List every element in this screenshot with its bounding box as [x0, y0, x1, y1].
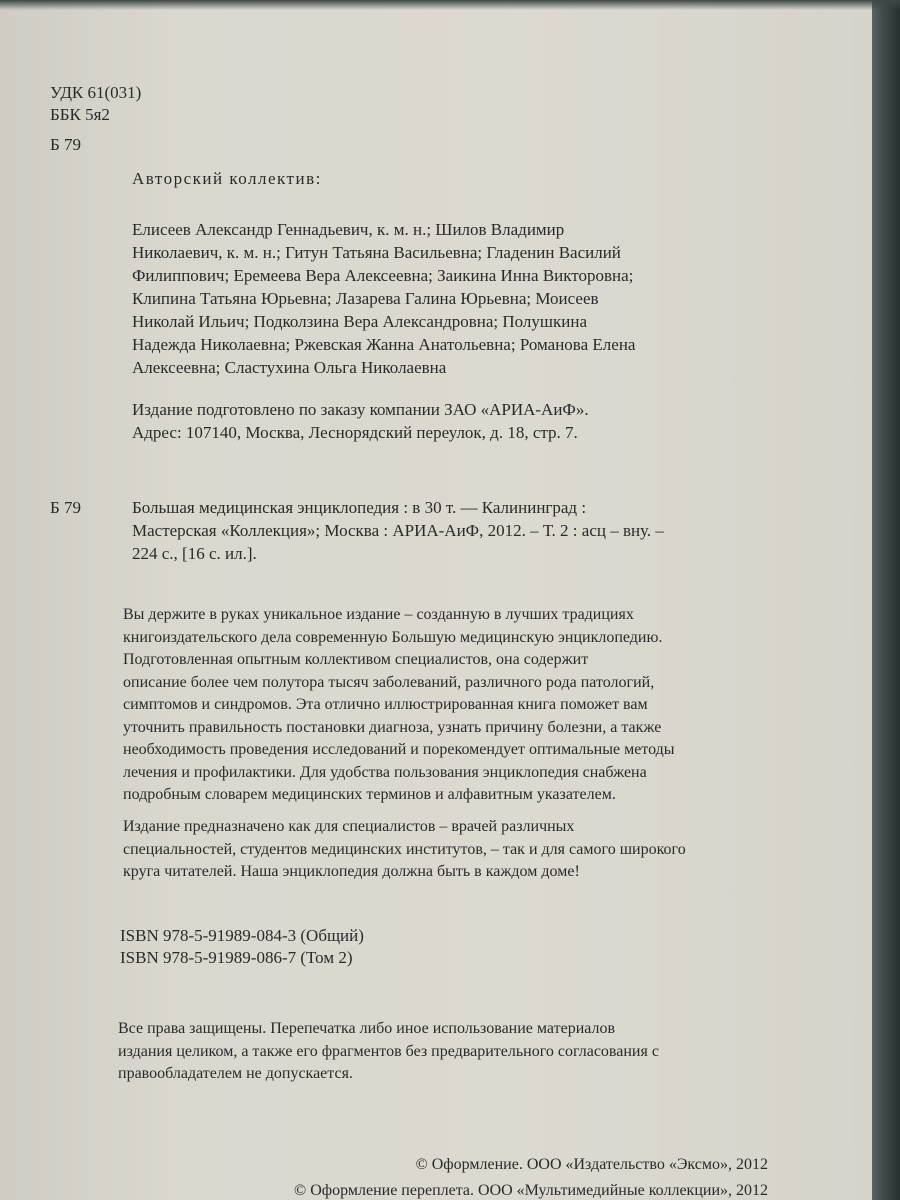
isbn-general: ISBN 978-5-91989-084-3 (Общий) — [120, 926, 364, 945]
authors-line: Елисеев Александр Геннадьевич, к. м. н.; Шилов Владимир — [132, 220, 565, 239]
audience-line: специальностей, студентов медицинских институтов, – так и для самого широкого — [123, 840, 686, 858]
udk-code: УДК 61(031) — [50, 83, 142, 102]
preparation-line: Издание подготовлено по заказу компании ЗАО «АРИА-АиФ». — [132, 400, 589, 419]
description-line: Вы держите в руках уникальное издание – созданную в лучших традициях — [123, 606, 634, 623]
description-line: уточнить правильность постановки диагноза, узнать причину болезни, а также — [123, 718, 662, 736]
description-line: книгоиздательского дела современную Большую медицинскую энциклопедию. — [123, 628, 663, 646]
description-paragraph — [123, 604, 783, 807]
address-line: Адрес: 107140, Москва, Леснорядский переулок, д. 18, стр. 7. — [132, 423, 578, 442]
audience-line: круга читателей. Наша энциклопедия должна быть в каждом доме! — [123, 863, 580, 880]
description-line: Подготовленная опытным коллективом специалистов, она содержит — [123, 651, 589, 668]
authors-line: Филиппович; Еремеева Вера Алексеевна; Заикина Инна Викторовна; — [132, 266, 634, 285]
bibliographic-mark: Б 79 — [50, 498, 82, 517]
credit-line: © Оформление. ООО «Издательство «Эксмо», 2012 — [415, 1156, 768, 1173]
rights-line: правообладателем не допускается. — [118, 1065, 353, 1082]
description-line: необходимость проведения исследований и порекомендует оптимальные методы — [123, 741, 675, 758]
author-mark: Б 79 — [50, 135, 82, 154]
description-line: симптомов и синдромов. Эта отлично иллюстрированная книга поможет вам — [123, 696, 648, 713]
preparation-note — [132, 398, 792, 444]
isbn-volume: ISBN 978-5-91989-086-7 (Том 2) — [120, 948, 353, 967]
bibliographic-line: 224 с., [16 с. ил.]. — [132, 544, 257, 563]
bibliographic-line: Мастерская «Коллекция»; Москва : АРИА-АиФ, 2012. – Т. 2 : асц – вну. – — [132, 521, 664, 540]
rights-paragraph — [118, 1018, 778, 1086]
collective-heading: Авторский коллектив: — [132, 169, 322, 188]
description-line: лечения и профилактики. Для удобства пользования энциклопедия снабжена — [123, 763, 647, 781]
audience-line: Издание предназначено как для специалистов – врачей различных — [123, 818, 575, 835]
authors-line: Надежда Николаевна; Ржевская Жанна Анатольевна; Романова Елена — [132, 335, 636, 354]
bbk-code: ББК 5я2 — [50, 105, 110, 124]
credit-line: © Оформление переплета. ООО «Мультимедийные коллекции», 2012 — [294, 1182, 768, 1199]
rights-line: Все права защищены. Перепечатка либо иное использование материалов — [118, 1020, 616, 1037]
isbn-block — [120, 925, 780, 969]
authors-line: Алексеевна; Сластухина Ольга Николаевна — [132, 358, 447, 377]
authors-line: Клипина Татьяна Юрьевна; Лазарева Галина Юрьевна; Моисеев — [132, 289, 599, 308]
description-line: описание более чем полутора тысяч заболеваний, различного рода патологий, — [123, 673, 655, 691]
page-shadow — [0, 0, 900, 10]
bibliographic-record — [132, 496, 792, 565]
description-line: подробным словарем медицинских терминов и алфавитным указателем. — [123, 786, 616, 803]
design-credits — [68, 1152, 768, 1200]
rights-line: издания целиком, а также его фрагментов без предварительного согласования с — [118, 1042, 659, 1060]
bibliographic-line: Большая медицинская энциклопедия : в 30 т. — Калининград : — [132, 498, 587, 517]
audience-paragraph — [123, 816, 783, 884]
authors-line: Николаевич, к. м. н.; Гитун Татьяна Васильевна; Гладенин Василий — [132, 243, 621, 262]
authors-list — [132, 218, 792, 379]
book-edge — [872, 0, 900, 1200]
authors-line: Николай Ильич; Подколзина Вера Александровна; Полушкина — [132, 312, 587, 331]
